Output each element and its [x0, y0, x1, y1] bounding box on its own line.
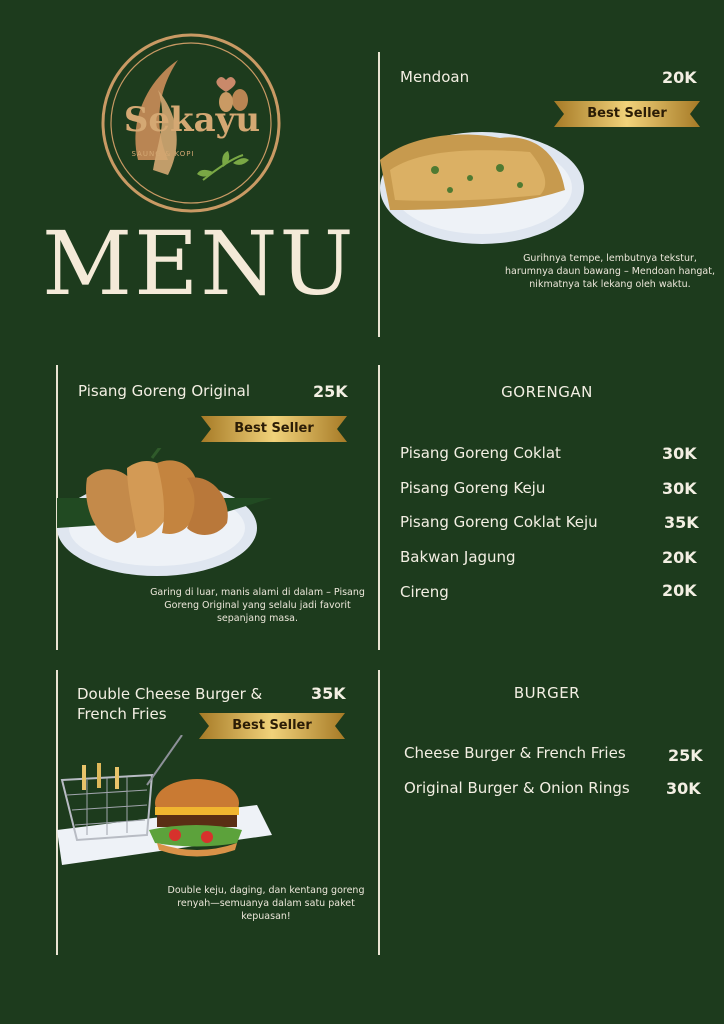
featured-item-name: Double Cheese Burger & French Fries — [77, 685, 263, 723]
best-seller-badge: Best Seller — [554, 101, 700, 127]
featured-item-description: Gurihnya tempe, lembutnya tekstur, harumnya daun bawang – Mendoan hangat, nikmatnya tak lekang oleh waktu. — [505, 253, 715, 290]
list-item-price: 30K — [662, 444, 697, 463]
featured-item-price: 20K — [662, 68, 697, 87]
list-item-name: Pisang Goreng Keju — [400, 479, 546, 497]
featured-item-price: 25K — [313, 382, 348, 401]
list-item-name: Pisang Goreng Coklat — [400, 444, 561, 462]
section-title-gorengan: GORENGAN — [501, 383, 593, 401]
list-item-name: Original Burger & Onion Rings — [404, 779, 630, 797]
logo-brand-name: Sekayu — [123, 100, 261, 140]
featured-item-name: Mendoan — [400, 68, 470, 86]
featured-item-description: Double keju, daging, dan kentang goreng renyah—semuanya dalam satu paket kepuasan! — [167, 885, 365, 922]
featured-item-name: Pisang Goreng Original — [78, 382, 251, 400]
mendoan-food-image — [380, 130, 585, 245]
pisang-goreng-food-image — [57, 448, 275, 578]
featured-item-price: 35K — [311, 684, 346, 703]
list-item-price: 30K — [666, 779, 701, 798]
logo-tagline: SAUNG & KOPI — [131, 150, 195, 158]
list-item-name: Bakwan Jagung — [400, 548, 516, 566]
divider-bottom-right — [378, 670, 380, 955]
list-item-name: Pisang Goreng Coklat Keju — [400, 513, 598, 531]
list-item-price: 20K — [662, 548, 697, 567]
best-seller-badge: Best Seller — [201, 416, 347, 442]
best-seller-badge: Best Seller — [199, 713, 345, 739]
list-item-name: Cireng — [400, 583, 449, 601]
list-item-name: Cheese Burger & French Fries — [404, 744, 626, 762]
burger-food-image — [57, 735, 277, 875]
featured-item-description: Garing di luar, manis alami di dalam – Pisang Goreng Original yang selalu jadi favorit sepanjang masa. — [150, 587, 365, 624]
divider-middle-right — [378, 365, 380, 650]
list-item-price: 25K — [668, 746, 703, 765]
list-item-price: 35K — [664, 513, 699, 532]
page-title: MENU — [42, 212, 356, 315]
list-item-price: 30K — [662, 479, 697, 498]
section-title-burger: BURGER — [513, 684, 581, 702]
list-item-price: 20K — [662, 581, 697, 600]
brand-logo — [98, 30, 284, 216]
